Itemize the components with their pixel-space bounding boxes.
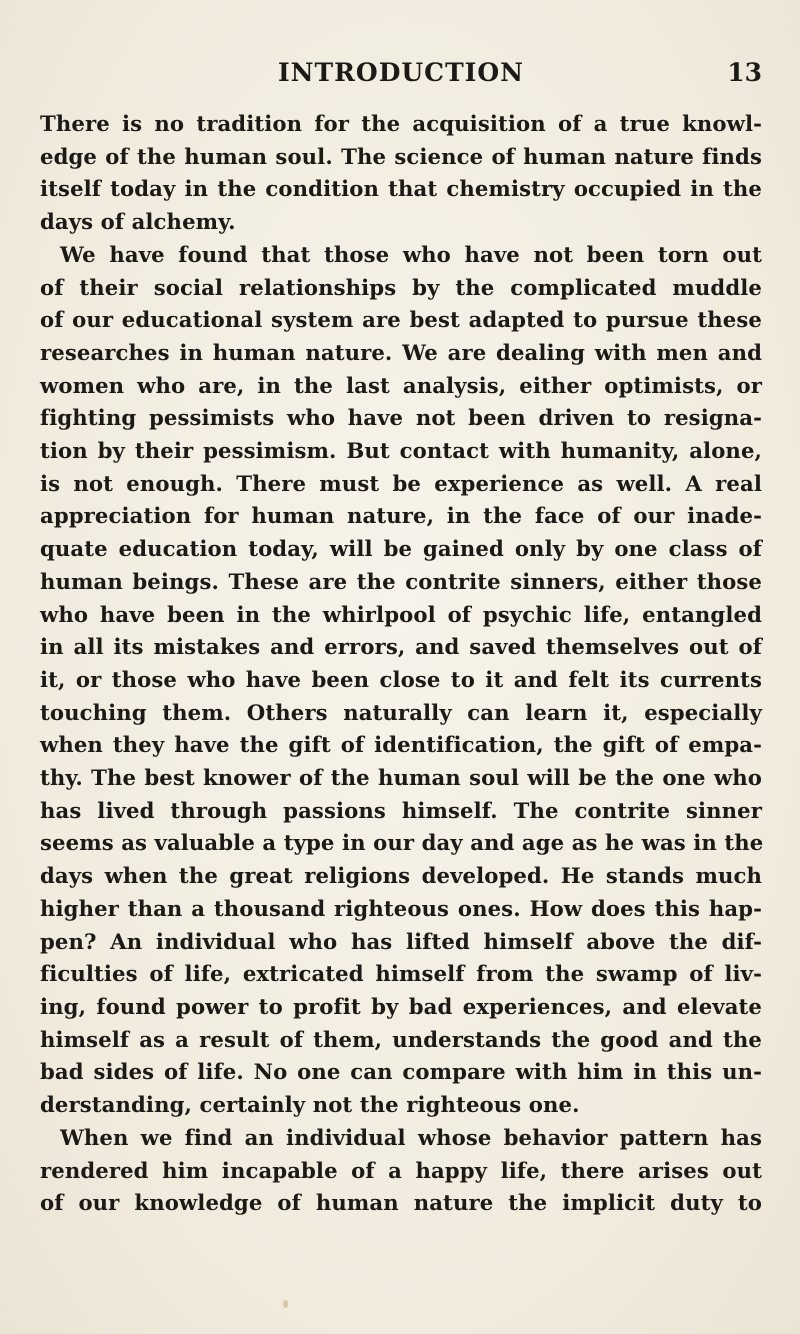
- text-line: quate education today, will be gained only by one class of: [40, 536, 762, 562]
- text-line: who have been in the whirlpool of psychic life, entangled: [40, 601, 762, 627]
- text-line: touching them. Others naturally can learn it, especially: [40, 699, 762, 725]
- text-line: There is no tradition for the acquisition of a true knowl-: [40, 111, 762, 136]
- text-line: tion by their pessimism. But contact with humanity, alone,: [40, 438, 762, 464]
- text-line: himself as a result of them, understands the good and the: [40, 1026, 762, 1052]
- text-line: ing, found power to profit by bad experiences, and elevate: [40, 993, 762, 1019]
- text-line: pen? An individual who has lifted himself above the dif-: [40, 928, 762, 954]
- text-line: ficulties of life, extricated himself from the swamp of liv-: [40, 961, 762, 987]
- text-line: bad sides of life. No one can compare with him in this un-: [40, 1059, 762, 1085]
- text-line: is not enough. There must be experience as well. A real: [40, 470, 762, 496]
- paper-speck: [283, 1300, 288, 1308]
- text-line: appreciation for human nature, in the face of our inade-: [40, 503, 762, 529]
- text-line: of our knowledge of human nature the implicit duty to: [40, 1190, 762, 1216]
- text-line: days of alchemy.: [40, 209, 236, 235]
- text-line: seems as valuable a type in our day and age as he was in the: [40, 830, 764, 856]
- chapter-title: INTRODUCTION: [277, 58, 524, 87]
- text-line: researches in human nature. We are dealing with men and: [40, 339, 762, 365]
- text-line: of our educational system are best adapted to pursue these: [40, 307, 762, 333]
- text-line: days when the great religions developed. He stands much: [40, 863, 762, 889]
- text-line: in all its mistakes and errors, and saved themselves out of: [40, 634, 762, 660]
- text-line: thy. The best knower of the human soul will be the one who: [40, 765, 762, 791]
- text-line: higher than a thousand righteous ones. How does this hap-: [40, 895, 762, 921]
- text-line: of their social relationships by the complicated muddle: [40, 274, 762, 300]
- text-line: human beings. These are the contrite sinners, either those: [40, 568, 762, 594]
- running-head: [40, 58, 762, 98]
- body-text: [40, 108, 762, 1220]
- text-line: When we find an individual whose behavior pattern has: [60, 1124, 762, 1150]
- text-line: fighting pessimists who have not been driven to resigna-: [40, 405, 762, 431]
- text-line: it, or those who have been close to it and felt its currents: [40, 666, 762, 692]
- text-line: rendered him incapable of a happy life, there arises out: [40, 1157, 762, 1183]
- text-line: has lived through passions himself. The contrite sinner: [40, 797, 762, 823]
- page-number: 13: [727, 58, 762, 87]
- text-line: itself today in the condition that chemistry occupied in the: [40, 176, 762, 202]
- text-line: edge of the human soul. The science of human nature finds: [40, 143, 762, 169]
- text-line: derstanding, certainly not the righteous one.: [40, 1092, 580, 1118]
- text-line: when they have the gift of identification, the gift of empa-: [40, 732, 762, 758]
- text-line: women who are, in the last analysis, either optimists, or: [40, 372, 762, 398]
- text-line: We have found that those who have not been torn out: [60, 241, 762, 267]
